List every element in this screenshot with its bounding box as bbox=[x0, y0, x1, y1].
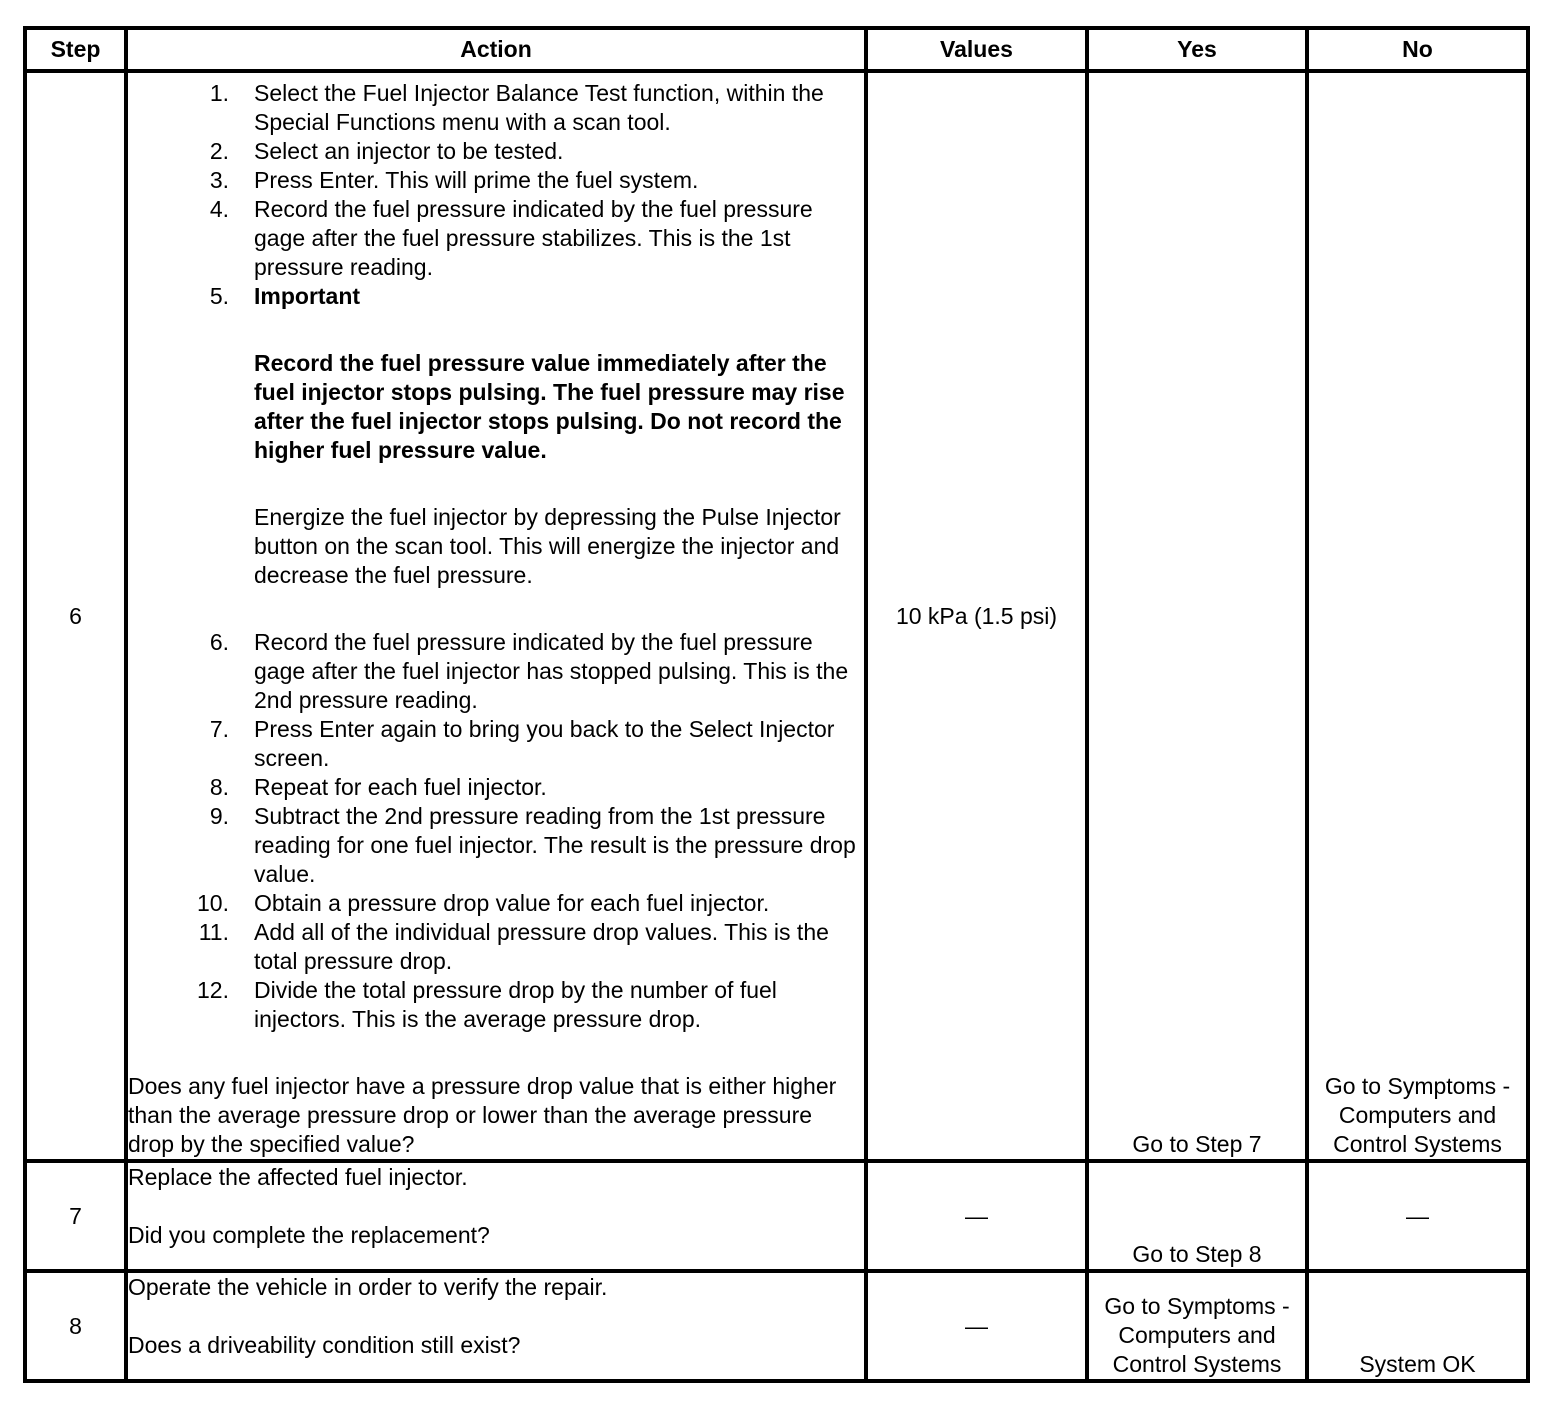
step-number: 7 bbox=[25, 1161, 126, 1271]
header-row bbox=[25, 28, 1528, 71]
list-item bbox=[128, 976, 864, 1034]
yes-cell: Go to Step 8 bbox=[1087, 1161, 1307, 1271]
item-text: Press Enter. This will prime the fuel system. bbox=[254, 167, 699, 193]
list-item bbox=[128, 802, 864, 889]
item-number: 7. bbox=[209, 716, 229, 742]
no-cell: System OK bbox=[1307, 1271, 1528, 1381]
item-number: 5. bbox=[209, 283, 229, 309]
value-cell bbox=[866, 1161, 1087, 1271]
item-text: Record the fuel pressure indicated by the fuel pressure gage after the fuel injector has stopped pulsing. This is the 2nd pressure reading. bbox=[254, 629, 849, 713]
list-item bbox=[128, 628, 864, 715]
header-no: No bbox=[1307, 28, 1528, 71]
item-number: 9. bbox=[209, 803, 229, 829]
item-number: 10. bbox=[197, 890, 229, 916]
item-text: Select the Fuel Injector Balance Test function, within the Special Functions menu with a scan tool. bbox=[254, 80, 824, 135]
action-text: Replace the affected fuel injector. bbox=[128, 1164, 468, 1190]
table-row bbox=[25, 71, 1528, 1161]
list-item bbox=[128, 282, 864, 628]
header-action: Action bbox=[126, 28, 866, 71]
dash-glyph: — bbox=[965, 1202, 988, 1229]
item-text: Divide the total pressure drop by the number of fuel injectors. This is the average pressure drop. bbox=[254, 977, 777, 1032]
item-text: Energize the fuel injector by depressing the Pulse Injector button on the scan tool. This will energize the injector and decrease the fuel pressure. bbox=[254, 504, 841, 588]
table-row bbox=[25, 1271, 1528, 1381]
item-number: 8. bbox=[209, 774, 229, 800]
list-item bbox=[128, 715, 864, 773]
list-item bbox=[128, 889, 864, 918]
item-number: 4. bbox=[209, 196, 229, 222]
list-item bbox=[128, 166, 864, 195]
action-cell bbox=[126, 71, 866, 1161]
action-cell bbox=[126, 1161, 866, 1271]
item-number: 11. bbox=[198, 919, 229, 945]
yes-cell: Go to Symptoms - Computers and Control Systems bbox=[1087, 1271, 1307, 1381]
header-yes: Yes bbox=[1087, 28, 1307, 71]
item-number: 1. bbox=[209, 80, 229, 106]
question-text: Does a driveability condition still exist? bbox=[128, 1332, 521, 1358]
header-values: Values bbox=[866, 28, 1087, 71]
list-item bbox=[128, 773, 864, 802]
dash-glyph: — bbox=[1406, 1202, 1429, 1229]
list-item bbox=[128, 195, 864, 282]
question-text: Did you complete the replacement? bbox=[128, 1222, 490, 1248]
item-number: 12. bbox=[197, 977, 229, 1003]
item-text: Add all of the individual pressure drop values. This is the total pressure drop. bbox=[254, 919, 829, 974]
list-item bbox=[128, 79, 864, 137]
yes-cell: Go to Step 7 bbox=[1087, 71, 1307, 1161]
table-row bbox=[25, 1161, 1528, 1271]
diagnostic-procedure-table bbox=[23, 26, 1530, 1383]
important-note: Record the fuel pressure value immediately after the fuel injector stops pulsing. The fuel pressure may rise after the fuel injector stops pulsing. Do not record the higher fuel pressure value. bbox=[254, 350, 845, 463]
instruction-list bbox=[128, 79, 864, 1034]
item-number: 3. bbox=[209, 167, 229, 193]
item-text: Press Enter again to bring you back to the Select Injector screen. bbox=[254, 716, 835, 771]
item-text: Select an injector to be tested. bbox=[254, 138, 564, 164]
action-text: Operate the vehicle in order to verify the repair. bbox=[128, 1274, 608, 1300]
item-text: Obtain a pressure drop value for each fuel injector. bbox=[254, 890, 770, 916]
step-number: 6 bbox=[25, 71, 126, 1161]
list-item bbox=[128, 137, 864, 166]
value-cell: 10 kPa (1.5 psi) bbox=[866, 71, 1087, 1161]
item-number: 2. bbox=[209, 138, 229, 164]
action-cell bbox=[126, 1271, 866, 1381]
item-text: Repeat for each fuel injector. bbox=[254, 774, 547, 800]
item-text: Record the fuel pressure indicated by the fuel pressure gage after the fuel pressure stabilizes. This is the 1st pressure reading. bbox=[254, 196, 813, 280]
no-cell: Go to Symptoms - Computers and Control Systems bbox=[1307, 71, 1528, 1161]
value-cell bbox=[866, 1271, 1087, 1381]
important-title: Important bbox=[254, 283, 361, 309]
step-number: 8 bbox=[25, 1271, 126, 1381]
item-text: Subtract the 2nd pressure reading from the 1st pressure reading for one fuel injector. The result is the pressure drop value. bbox=[254, 803, 856, 887]
no-cell bbox=[1307, 1161, 1528, 1271]
question-text: Does any fuel injector have a pressure drop value that is either higher than the average pressure drop or lower than the average pressure drop by the specified value? bbox=[128, 1073, 837, 1157]
list-item bbox=[128, 918, 864, 976]
header-step: Step bbox=[25, 28, 126, 71]
item-number: 6. bbox=[209, 629, 229, 655]
dash-glyph: — bbox=[965, 1312, 988, 1339]
